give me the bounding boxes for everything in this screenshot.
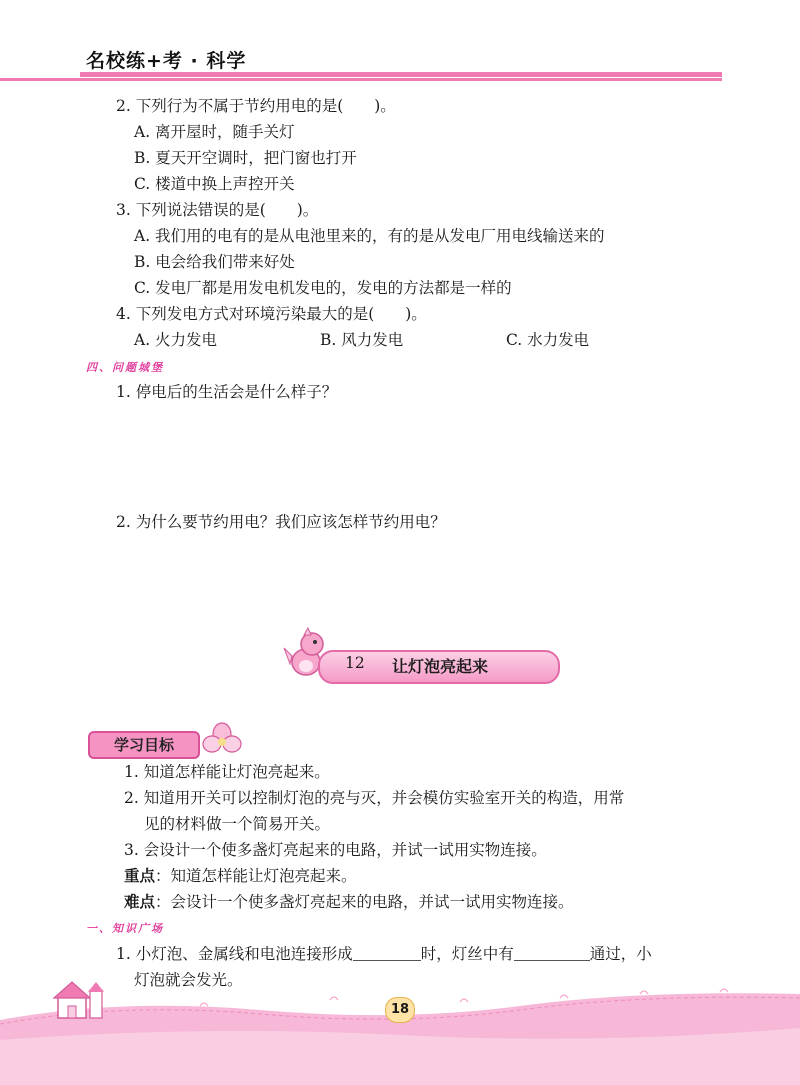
section-4-heading: 四、问题城堡 bbox=[86, 361, 164, 374]
lesson-number: 12 bbox=[345, 654, 365, 672]
key-point-text: ：知道怎样能让灯泡亮起来。 bbox=[155, 867, 357, 885]
learning-goals-badge: 学习目标 bbox=[88, 731, 200, 759]
fill-in-question-1-text-c: 通过，小 bbox=[589, 945, 652, 963]
difficult-point-text: ：会设计一个使多盏灯亮起来的电路，并试一试用实物连接。 bbox=[155, 893, 574, 911]
lesson-title: 让灯泡亮起来 bbox=[392, 657, 489, 676]
question-4-option-c: C. 水力发电 bbox=[506, 331, 590, 349]
section-1-heading: 一、知识广场 bbox=[86, 922, 164, 935]
fill-in-question-1-line-2: 灯泡就会发光。 bbox=[134, 971, 243, 989]
key-point-label: 重点 bbox=[124, 867, 156, 885]
question-2-option-c: C. 楼道中换上声控开关 bbox=[134, 175, 295, 193]
answer-blank-1[interactable] bbox=[353, 944, 421, 961]
footer-wave-decoration bbox=[0, 980, 800, 1085]
question-2-option-b: B. 夏天开空调时，把门窗也打开 bbox=[134, 149, 357, 167]
running-header-title: 名校练+考 · 科学 bbox=[86, 50, 247, 72]
question-4-stem: 4. 下列发电方式对环境污染最大的是( )。 bbox=[116, 305, 427, 323]
question-2-stem: 2. 下列行为不属于节约用电的是( )。 bbox=[116, 97, 396, 115]
difficult-point bbox=[124, 891, 574, 913]
section-4-question-1: 1. 停电后的生活会是什么样子？ bbox=[116, 383, 338, 401]
key-point bbox=[124, 865, 357, 887]
section-4-question-2: 2. 为什么要节约用电？我们应该怎样节约用电？ bbox=[116, 513, 446, 531]
goal-1: 1. 知道怎样能让灯泡亮起来。 bbox=[124, 763, 330, 781]
question-2-option-a: A. 离开屋时，随手关灯 bbox=[134, 123, 295, 141]
flower-decoration-icon bbox=[200, 720, 244, 758]
goal-3: 3. 会设计一个使多盏灯亮起来的电路，并试一试用实物连接。 bbox=[124, 841, 547, 859]
question-4-option-a: A. 火力发电 bbox=[134, 331, 218, 349]
fill-in-question-1-text-a: 1. 小灯泡、金属线和电池连接形成 bbox=[116, 945, 353, 963]
fill-in-question-1 bbox=[116, 943, 652, 965]
question-3-option-b: B. 电会给我们带来好处 bbox=[134, 253, 295, 271]
header-rule-thin bbox=[0, 78, 722, 81]
page-number: 18 bbox=[385, 997, 415, 1023]
answer-blank-2[interactable] bbox=[514, 944, 590, 961]
question-3-option-a: A. 我们用的电有的是从电池里来的，有的是从发电厂用电线输送来的 bbox=[134, 227, 605, 245]
header-rule bbox=[80, 72, 722, 77]
question-3-stem: 3. 下列说法错误的是( )。 bbox=[116, 201, 319, 219]
difficult-point-label: 难点 bbox=[124, 893, 156, 911]
question-3-option-c: C. 发电厂都是用发电机发电的，发电的方法都是一样的 bbox=[134, 279, 512, 297]
question-4-option-b: B. 风力发电 bbox=[320, 331, 404, 349]
goal-2-line-2: 见的材料做一个简易开关。 bbox=[144, 815, 331, 833]
house-decoration-icon bbox=[44, 976, 114, 1026]
goal-2-line-1: 2. 知道用开关可以控制灯泡的亮与灭，并会模仿实验室开关的构造，用常 bbox=[124, 789, 625, 807]
fill-in-question-1-text-b: 时，灯丝中有 bbox=[420, 945, 514, 963]
